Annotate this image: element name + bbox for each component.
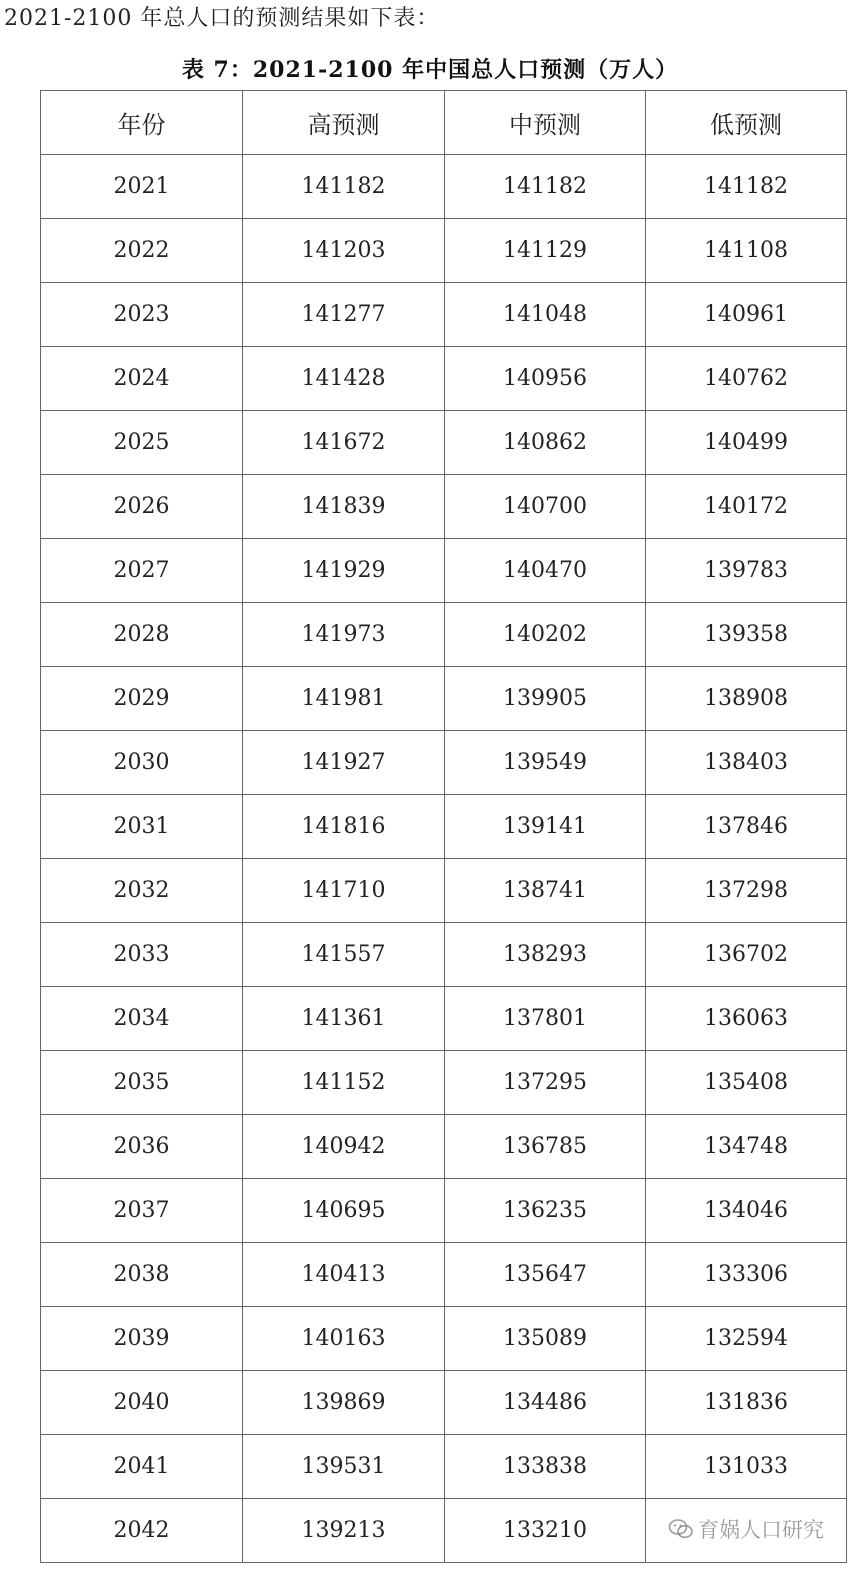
cell-mid-forecast: 136235 xyxy=(445,1179,646,1243)
cell-mid-forecast: 141129 xyxy=(445,219,646,283)
table-row xyxy=(41,603,847,667)
cell-year: 2023 xyxy=(41,283,243,347)
cell-mid-forecast: 134486 xyxy=(445,1371,646,1435)
cell-year: 2039 xyxy=(41,1307,243,1371)
cell-year: 2022 xyxy=(41,219,243,283)
cell-mid-forecast: 140956 xyxy=(445,347,646,411)
cell-mid-forecast: 138293 xyxy=(445,923,646,987)
cell-mid-forecast: 135089 xyxy=(445,1307,646,1371)
table-row xyxy=(41,1307,847,1371)
cell-high-forecast: 139531 xyxy=(243,1435,445,1499)
cell-mid-forecast: 133838 xyxy=(445,1435,646,1499)
cell-low-forecast: 141182 xyxy=(646,155,847,219)
cell-high-forecast: 141428 xyxy=(243,347,445,411)
cell-year: 2031 xyxy=(41,795,243,859)
cell-high-forecast: 141710 xyxy=(243,859,445,923)
population-forecast-table xyxy=(40,90,847,1563)
table-row xyxy=(41,539,847,603)
cell-high-forecast: 140942 xyxy=(243,1115,445,1179)
cell-high-forecast: 140163 xyxy=(243,1307,445,1371)
table-row xyxy=(41,731,847,795)
cell-mid-forecast: 137295 xyxy=(445,1051,646,1115)
cell-mid-forecast: 135647 xyxy=(445,1243,646,1307)
cell-high-forecast: 141361 xyxy=(243,987,445,1051)
table-header-row xyxy=(41,91,847,155)
cell-mid-forecast: 138741 xyxy=(445,859,646,923)
cell-high-forecast: 141672 xyxy=(243,411,445,475)
header-low-forecast: 低预测 xyxy=(646,91,847,155)
table-row xyxy=(41,1115,847,1179)
cell-high-forecast: 141927 xyxy=(243,731,445,795)
cell-low-forecast: 136063 xyxy=(646,987,847,1051)
cell-high-forecast: 140413 xyxy=(243,1243,445,1307)
cell-mid-forecast: 139905 xyxy=(445,667,646,731)
cell-year: 2024 xyxy=(41,347,243,411)
cell-high-forecast: 141981 xyxy=(243,667,445,731)
cell-year: 2036 xyxy=(41,1115,243,1179)
table-title: 表 7：2021-2100 年中国总人口预测（万人） xyxy=(181,57,679,83)
cell-high-forecast: 141816 xyxy=(243,795,445,859)
table-body xyxy=(41,155,847,1563)
cell-year: 2025 xyxy=(41,411,243,475)
cell-year: 2021 xyxy=(41,155,243,219)
cell-year: 2027 xyxy=(41,539,243,603)
cell-low-forecast: 135408 xyxy=(646,1051,847,1115)
cell-low-forecast: 131836 xyxy=(646,1371,847,1435)
cell-high-forecast: 141973 xyxy=(243,603,445,667)
header-mid-forecast: 中预测 xyxy=(445,91,646,155)
cell-low-forecast: 134046 xyxy=(646,1179,847,1243)
cell-year: 2030 xyxy=(41,731,243,795)
cell-mid-forecast: 136785 xyxy=(445,1115,646,1179)
cell-year: 2038 xyxy=(41,1243,243,1307)
table-row xyxy=(41,1243,847,1307)
cell-low-forecast: 133306 xyxy=(646,1243,847,1307)
header-year: 年份 xyxy=(41,91,243,155)
table-row xyxy=(41,987,847,1051)
cell-low-forecast: 137846 xyxy=(646,795,847,859)
table-row xyxy=(41,1179,847,1243)
cell-high-forecast: 141182 xyxy=(243,155,445,219)
header-high-forecast: 高预测 xyxy=(243,91,445,155)
cell-low-forecast: 138403 xyxy=(646,731,847,795)
cell-mid-forecast: 141182 xyxy=(445,155,646,219)
table-row xyxy=(41,155,847,219)
cell-low-forecast: 140499 xyxy=(646,411,847,475)
cell-year: 2026 xyxy=(41,475,243,539)
table-row xyxy=(41,219,847,283)
cell-high-forecast: 141839 xyxy=(243,475,445,539)
cell-mid-forecast: 140202 xyxy=(445,603,646,667)
cell-high-forecast: 140695 xyxy=(243,1179,445,1243)
intro-text: 2021-2100 年总人口的预测结果如下表： xyxy=(4,6,440,31)
cell-high-forecast: 141203 xyxy=(243,219,445,283)
cell-mid-forecast: 140470 xyxy=(445,539,646,603)
table-row xyxy=(41,859,847,923)
watermark xyxy=(668,1514,824,1544)
cell-year: 2041 xyxy=(41,1435,243,1499)
cell-mid-forecast: 141048 xyxy=(445,283,646,347)
table-row xyxy=(41,1371,847,1435)
table-row xyxy=(41,1051,847,1115)
cell-low-forecast: 141108 xyxy=(646,219,847,283)
cell-mid-forecast: 140862 xyxy=(445,411,646,475)
cell-mid-forecast: 140700 xyxy=(445,475,646,539)
cell-low-forecast: 139783 xyxy=(646,539,847,603)
cell-year: 2042 xyxy=(41,1499,243,1563)
cell-mid-forecast: 139141 xyxy=(445,795,646,859)
cell-mid-forecast: 133210 xyxy=(445,1499,646,1563)
cell-low-forecast: 140172 xyxy=(646,475,847,539)
cell-year: 2033 xyxy=(41,923,243,987)
table-row xyxy=(41,475,847,539)
cell-low-forecast: 136702 xyxy=(646,923,847,987)
cell-high-forecast: 141557 xyxy=(243,923,445,987)
cell-year: 2029 xyxy=(41,667,243,731)
cell-mid-forecast: 137801 xyxy=(445,987,646,1051)
table-row xyxy=(41,1435,847,1499)
wechat-icon xyxy=(668,1518,694,1540)
table-row xyxy=(41,411,847,475)
cell-year: 2028 xyxy=(41,603,243,667)
cell-low-forecast: 137298 xyxy=(646,859,847,923)
cell-low-forecast: 139358 xyxy=(646,603,847,667)
cell-low-forecast: 131033 xyxy=(646,1435,847,1499)
table-row xyxy=(41,795,847,859)
cell-high-forecast: 141929 xyxy=(243,539,445,603)
cell-low-forecast: 140762 xyxy=(646,347,847,411)
watermark-text: 育娲人口研究 xyxy=(698,1518,824,1542)
cell-low-forecast: 134748 xyxy=(646,1115,847,1179)
cell-low-forecast: 140961 xyxy=(646,283,847,347)
cell-high-forecast: 141152 xyxy=(243,1051,445,1115)
cell-low-forecast: 132594 xyxy=(646,1307,847,1371)
cell-high-forecast: 139869 xyxy=(243,1371,445,1435)
cell-high-forecast: 141277 xyxy=(243,283,445,347)
cell-year: 2034 xyxy=(41,987,243,1051)
cell-year: 2040 xyxy=(41,1371,243,1435)
table-row xyxy=(41,923,847,987)
cell-mid-forecast: 139549 xyxy=(445,731,646,795)
table-row xyxy=(41,667,847,731)
table-row xyxy=(41,347,847,411)
cell-year: 2035 xyxy=(41,1051,243,1115)
cell-low-forecast: 138908 xyxy=(646,667,847,731)
cell-year: 2032 xyxy=(41,859,243,923)
cell-high-forecast: 139213 xyxy=(243,1499,445,1563)
cell-year: 2037 xyxy=(41,1179,243,1243)
table-row xyxy=(41,283,847,347)
